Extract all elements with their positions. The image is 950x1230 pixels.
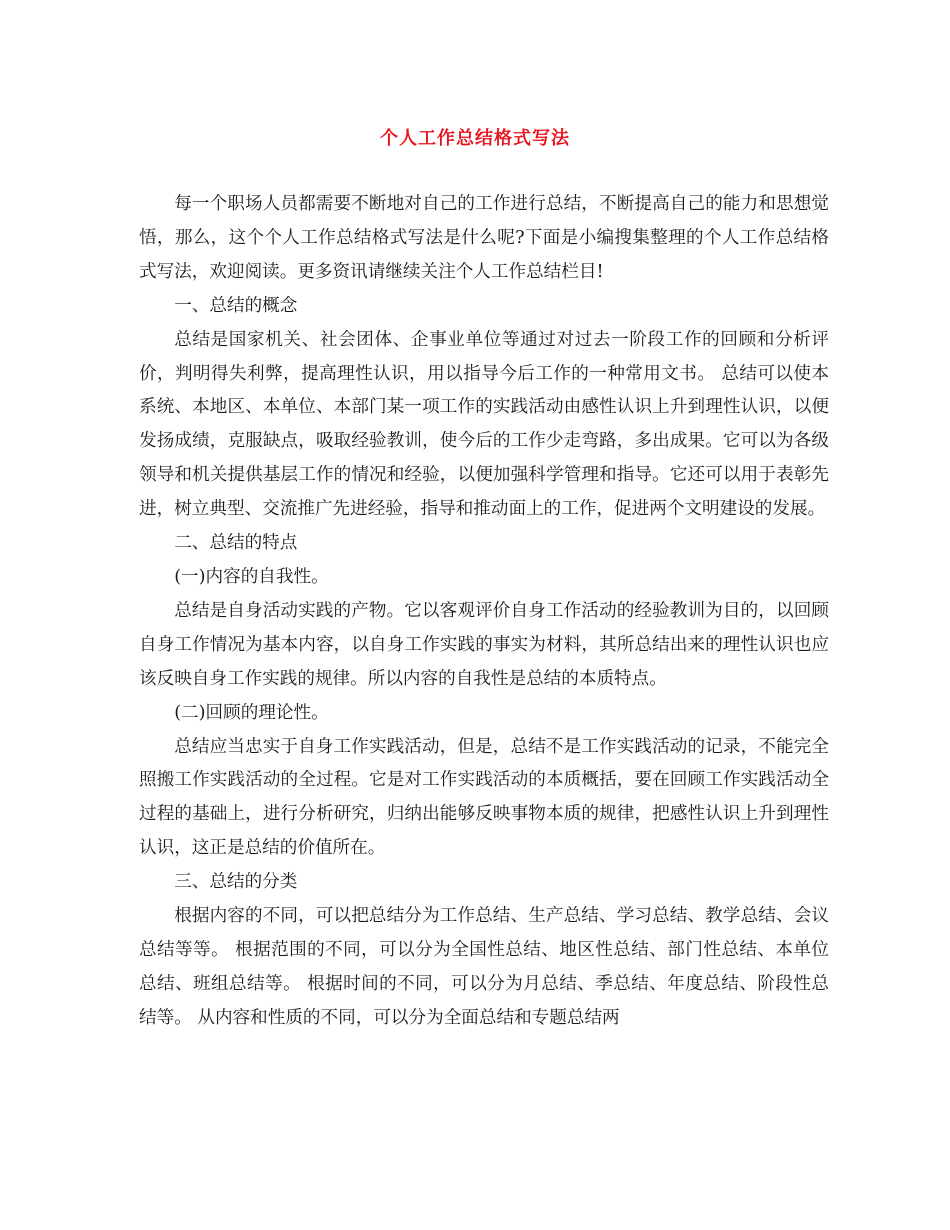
theoretical-paragraph: 总结应当忠实于自身工作实践活动，但是，总结不是工作实践活动的记录，不能完全照搬工作实践活动的全过程。它是对工作实践活动的本质概括，要在回顾工作实践活动全过程的基础上，进行分析研究，归纳出能够反映事物本质的规律，把感性认识上升到理性认识，这正是总结的价值所在。 [139,736,829,859]
section-heading-concept: 一、总结的概念 [174,295,298,316]
intro-paragraph: 每一个职场人员都需要不断地对自己的工作进行总结，不断提高自己的能力和思想觉悟，那么，这个个人工作总结格式写法是什么呢?下面是小编搜集整理的个人工作总结格式写法，欢迎阅读。更多资讯请继续关注个人工作总结栏目! [139,194,829,282]
subheading-theoretical: (二)回顾的理论性。 [174,702,329,723]
concept-paragraph: 总结是国家机关、社会团体、企事业单位等通过对过去一阶段工作的回顾和分析评价，判明得失利弊，提高理性认识，用以指导今后工作的一种常用文书。 总结可以使本系统、本地区、本单位、本部门某一项工作的实践活动由感性认识上升到理性认识，以便发扬成绩，克服缺点，吸取经验教训，使今后的工作少走弯路，多出成果。它可以为各级领导和机关提供基层工作的情况和经验，以便加强科学管理和指导。它还可以用于表彰先进，树立典型、交流推广先进经验，指导和推动面上的工作，促进两个文明建设的发展。 [139,329,829,520]
subheading-self-nature: (一)内容的自我性。 [174,566,329,587]
self-nature-paragraph: 总结是自身活动实践的产物。它以客观评价自身工作活动的经验教训为目的，以回顾自身工作情况为基本内容，以自身工作实践的事实为材料，其所总结出来的理性认识也应该反映自身工作实践的规律。所以内容的自我性是总结的本质特点。 [139,600,829,689]
document-body [139,188,829,1036]
document-title: 个人工作总结格式写法 [380,128,570,149]
classification-paragraph: 根据内容的不同，可以把总结分为工作总结、生产总结、学习总结、教学总结、会议总结等等。 根据范围的不同，可以分为全国性总结、地区性总结、部门性总结、本单位总结、班组总结等。 根据时间的不同，可以分为月总结、季总结、年度总结、阶段性总结等。 从内容和性质的不同，可以分为全面总结和专题总结两 [139,906,829,1028]
section-heading-classification: 三、总结的分类 [174,872,298,893]
section-heading-features: 二、总结的特点 [174,533,298,554]
